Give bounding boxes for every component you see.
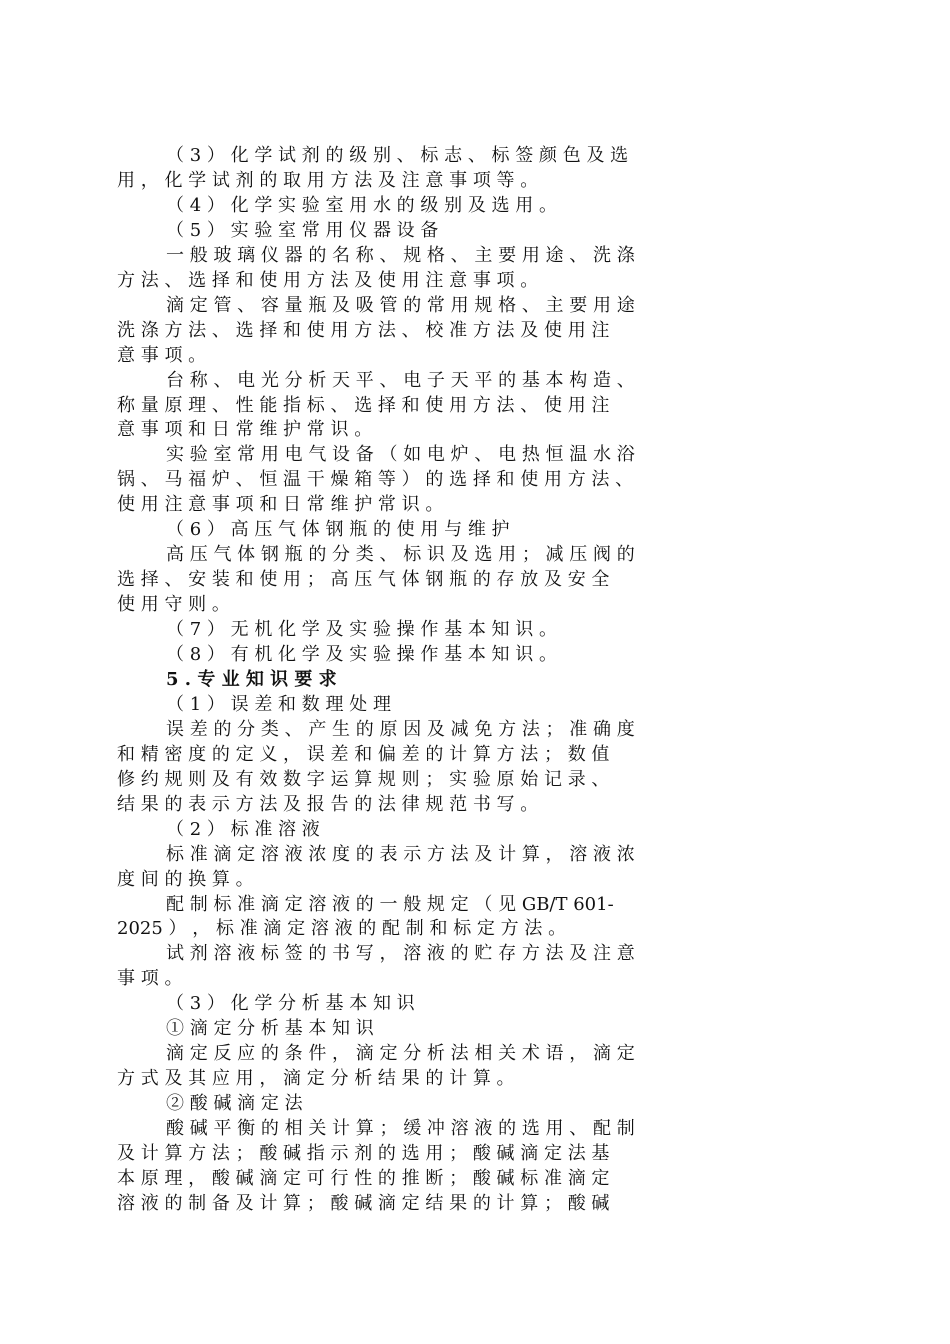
text-line: （ 5 ） 实 验 室 常 用 仪 器 设 备 [166, 219, 439, 241]
text-line: 滴 定 反 应 的 条 件 ， 滴 定 分 析 法 相 关 术 语 ， 滴 定 [166, 1043, 635, 1065]
text-line: （ 3 ） 化 学 试 剂 的 级 别 、 标 志 、 标 签 颜 色 及 选 [166, 145, 629, 166]
text-line: （ 1 ） 误 差 和 数 理 处 理 [166, 693, 391, 715]
text-line: 高 压 气 体 钢 瓶 的 分 类 、 标 识 及 选 用 ； 减 压 阀 的 [166, 544, 635, 566]
text-line: 称 量 原 理 、 性 能 指 标 、 选 择 和 使 用 方 法 、 使 用 注 [117, 394, 610, 416]
text-line: 洗 涤 方 法 、 选 择 和 使 用 方 法 、 校 准 方 法 及 使 用 注 [117, 319, 610, 341]
text-line: 一 般 玻 璃 仪 器 的 名 称 、 规 格 、 主 要 用 途 、 洗 涤 [166, 244, 635, 266]
text-line: （ 4 ） 化 学 实 验 室 用 水 的 级 别 及 选 用 。 [166, 194, 557, 216]
text-line: ① 滴 定 分 析 基 本 知 识 [166, 1018, 374, 1040]
text-line: 用 ， 化 学 试 剂 的 取 用 方 法 及 注 意 事 项 等 。 [117, 169, 539, 191]
text-line: 度 间 的 换 算 。 [117, 868, 254, 890]
text-line: 误 差 的 分 类 、 产 生 的 原 因 及 减 免 方 法 ； 准 确 度 [166, 718, 635, 740]
text-line: 方 法 、 选 择 和 使 用 方 法 及 使 用 注 意 事 项 。 [117, 269, 539, 291]
text-line: 锅 、 马 福 炉 、 恒 温 干 燥 箱 等 ） 的 选 择 和 使 用 方 法 、 [117, 469, 634, 491]
section-heading: 5 . 专 业 知 识 要 求 [166, 668, 337, 690]
text-line: （ 6 ） 高 压 气 体 钢 瓶 的 使 用 与 维 护 [166, 519, 510, 541]
text-line: 意 事 项 和 日 常 维 护 常 识 。 [117, 419, 373, 441]
text-line: 和 精 密 度 的 定 义 ， 误 差 和 偏 差 的 计 算 方 法 ； 数 值 [117, 743, 610, 765]
text-line: 意 事 项 。 [117, 344, 207, 366]
text-line: 修 约 规 则 及 有 效 数 字 运 算 规 则 ； 实 验 原 始 记 录 、 [117, 768, 610, 790]
text-line: 2025 ） ， 标 准 滴 定 溶 液 的 配 制 和 标 定 方 法 。 [117, 918, 567, 940]
text-line: （ 2 ） 标 准 溶 液 [166, 818, 320, 840]
text-line: 滴 定 管 、 容 量 瓶 及 吸 管 的 常 用 规 格 、 主 要 用 途 [166, 294, 635, 316]
text-line: 实 验 室 常 用 电 气 设 备 （ 如 电 炉 、 电 热 恒 温 水 浴 [166, 444, 635, 466]
text-line: 标 准 滴 定 溶 液 浓 度 的 表 示 方 法 及 计 算 ， 溶 液 浓 [166, 843, 635, 865]
text-line: 溶 液 的 制 备 及 计 算 ； 酸 碱 滴 定 结 果 的 计 算 ； 酸 碱 [117, 1192, 610, 1214]
text-line: （ 7 ） 无 机 化 学 及 实 验 操 作 基 本 知 识 。 [166, 619, 557, 641]
text-line: （ 3 ） 化 学 分 析 基 本 知 识 [166, 993, 415, 1015]
text-line: 试 剂 溶 液 标 签 的 书 写 ， 溶 液 的 贮 存 方 法 及 注 意 [166, 943, 635, 965]
text-line: 本 原 理 ， 酸 碱 滴 定 可 行 性 的 推 断 ； 酸 碱 标 准 滴 定 [117, 1167, 610, 1189]
text-line: 酸 碱 平 衡 的 相 关 计 算 ； 缓 冲 溶 液 的 选 用 、 配 制 [166, 1118, 635, 1140]
text-line: 选 择 、 安 装 和 使 用 ； 高 压 气 体 钢 瓶 的 存 放 及 安 全 [117, 569, 610, 591]
text-line: 使 用 注 意 事 项 和 日 常 维 护 常 识 。 [117, 494, 444, 516]
text-line: ② 酸 碱 滴 定 法 [166, 1093, 303, 1115]
text-line: 事 项 。 [117, 968, 183, 990]
text-line: 结 果 的 表 示 方 法 及 报 告 的 法 律 规 范 书 写 。 [117, 793, 539, 815]
text-line: 台 称 、 电 光 分 析 天 平 、 电 子 天 平 的 基 本 构 造 、 [166, 369, 635, 391]
text-line: 方 式 及 其 应 用 ， 滴 定 分 析 结 果 的 计 算 。 [117, 1068, 515, 1090]
text-line: （ 8 ） 有 机 化 学 及 实 验 操 作 基 本 知 识 。 [166, 644, 557, 665]
text-line: 配 制 标 准 滴 定 溶 液 的 一 般 规 定 （ 见 GB/T 601- [166, 893, 614, 915]
text-line: 及 计 算 方 法 ； 酸 碱 指 示 剂 的 选 用 ； 酸 碱 滴 定 法 基 [117, 1143, 610, 1164]
text-line: 使 用 守 则 。 [117, 594, 230, 616]
